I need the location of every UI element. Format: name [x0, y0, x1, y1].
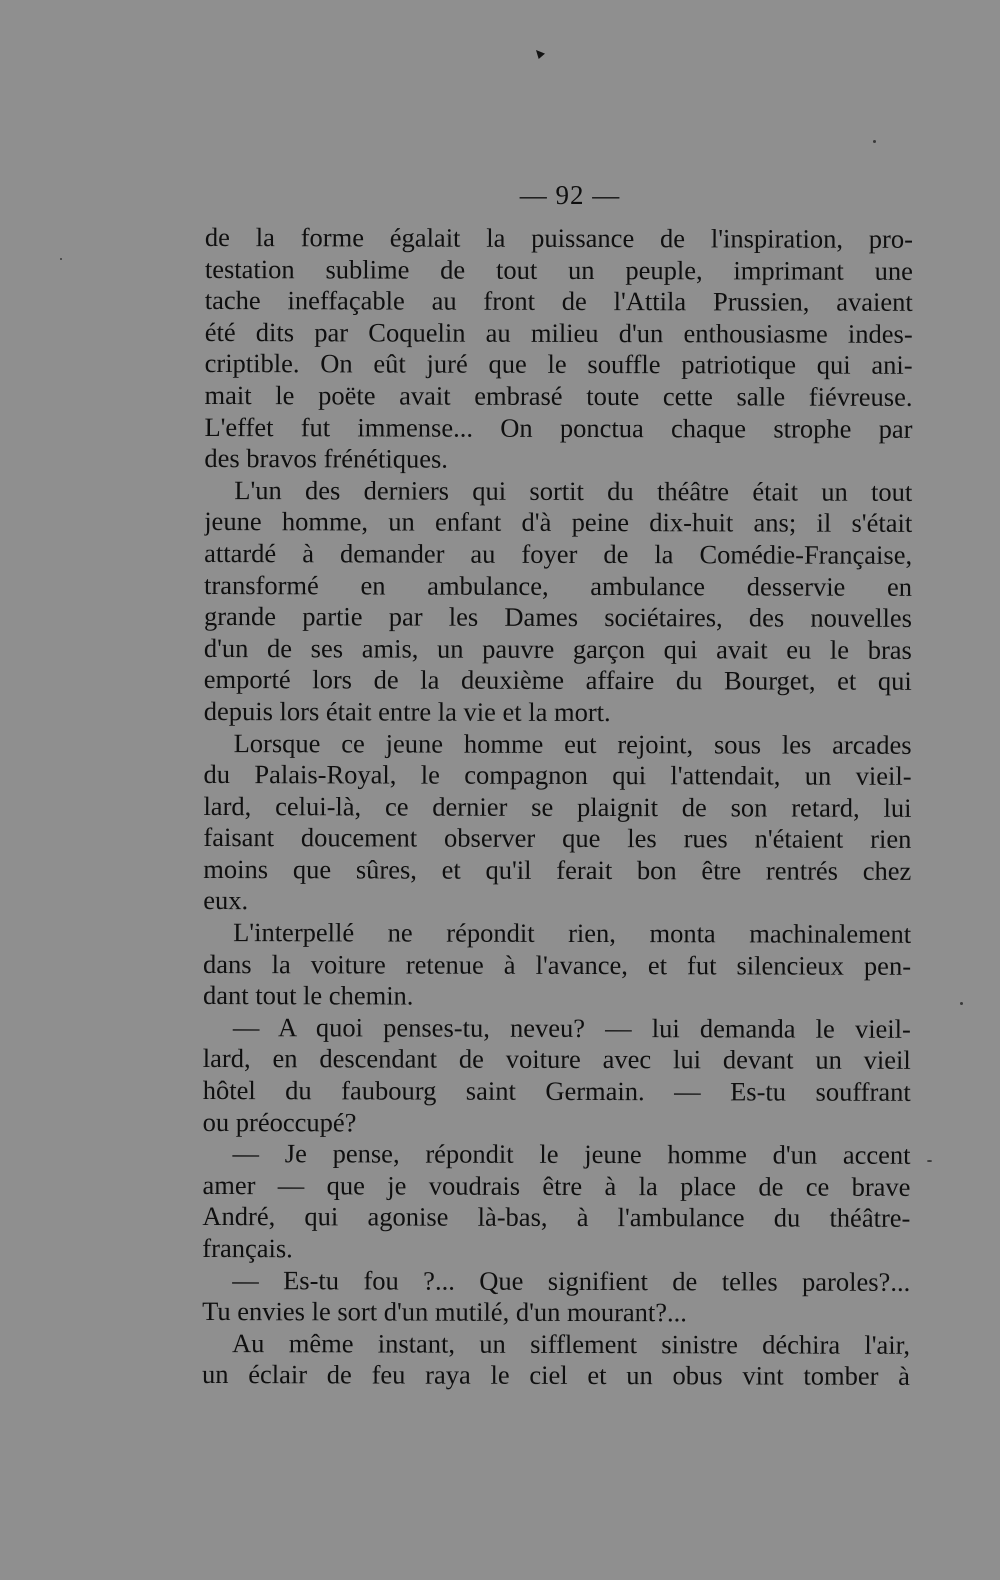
text-line: Tu envies le sort d'un mutilé, d'un mourant?... [202, 1296, 687, 1328]
text-line: André, qui agonise là-bas, à l'ambulance du théâtre- [202, 1201, 911, 1234]
paper-speck [60, 258, 62, 260]
text-line: jeune homme, un enfant d'à peine dix-huit ans; il s'était [204, 506, 913, 539]
text-line: des bravos frénétiques. [204, 443, 448, 474]
text-line: du Palais-Royal, le compagnon qui l'attendait, un vieil- [203, 759, 912, 791]
body-text [202, 222, 913, 1393]
text-line: — Es-tu fou ?... Que signifient de telles paroles?... [232, 1264, 911, 1297]
text-line: attardé à demander au foyer de la Comédie-Française, [204, 537, 913, 570]
paper-speck [873, 140, 876, 143]
text-line: grande partie par les Dames sociétaires, des nouvelles [203, 601, 913, 633]
text-line: eux. [203, 885, 249, 916]
paragraph [202, 1328, 910, 1393]
text-line: L'interpellé ne répondit rien, monta machinalement [233, 917, 912, 949]
page-number: — 92 — [519, 180, 621, 210]
text-line: faisant doucement observer que les rues n'étaient rien [203, 822, 912, 855]
ink-speck [536, 50, 545, 59]
text-line: de la forme égalait la puissance de l'inspiration, pro- [204, 222, 913, 254]
paragraph [202, 1265, 910, 1330]
text-line: lard, en descendant de voiture avec lui devant un vieil [202, 1043, 911, 1076]
text-line: — Je pense, répondit le jeune homme d'un accent [232, 1138, 911, 1171]
text-line: été dits par Coquelin au milieu d'un enthousiasme indes- [204, 316, 913, 349]
text-line: emporté lors de la deuxième affaire du Bourget, et qui [203, 664, 912, 697]
paper-speck [960, 1002, 963, 1005]
text-line: hôtel du faubourg saint Germain. — Es-tu souffrant [202, 1075, 911, 1107]
paper-speck [927, 1160, 932, 1162]
text-line: Lorsque ce jeune homme eut rejoint, sous les arcades [233, 727, 912, 760]
text-line: testation sublime de tout un peuple, imprimant une [204, 253, 913, 286]
text-line: d'un de ses amis, un pauvre garçon qui avait eu le bras [203, 632, 912, 665]
paragraph [204, 222, 913, 477]
text-line: moins que sûres, et qu'il ferait bon être rentrés chez [203, 853, 912, 886]
paragraph [203, 917, 911, 1014]
paragraph [203, 1012, 911, 1140]
text-line: criptible. On eût juré que le souffle patriotique qui ani- [204, 348, 913, 381]
text-line: depuis lors était entre la vie et la mort. [203, 695, 611, 727]
paragraph [204, 475, 913, 730]
text-line: ou préoccupé? [202, 1106, 357, 1138]
text-line: français. [202, 1232, 293, 1264]
text-line: L'un des derniers qui sortit du théâtre était un tout [234, 474, 913, 507]
text-line: L'effet fut immense... On ponctua chaque strophe par [204, 411, 913, 444]
text-line: mait le poëte avait embrasé toute cette salle fiévreuse. [204, 379, 913, 412]
text-line: un éclair de feu raya le ciel et un obus vint tomber à [201, 1359, 911, 1392]
text-line: — A quoi penses-tu, neveu? — lui demanda le vieil- [232, 1011, 911, 1044]
text-line: tache ineffaçable au front de l'Attila Prussien, avaient [204, 285, 913, 318]
text-line: amer — que je voudrais être à la place de ce brave [202, 1169, 911, 1202]
text-line: dans la voiture retenue à l'avance, et fut silencieux pen- [203, 948, 912, 981]
paragraph [202, 1138, 910, 1266]
text-line: Au même instant, un sifflement sinistre déchira l'air, [232, 1327, 911, 1360]
paragraph [203, 727, 911, 918]
text-line: transformé en ambulance, ambulance desservie en [204, 569, 913, 602]
text-line: lard, celui-là, ce dernier se plaignit de son retard, lui [203, 790, 912, 823]
text-line: dant tout le chemin. [202, 980, 414, 1011]
